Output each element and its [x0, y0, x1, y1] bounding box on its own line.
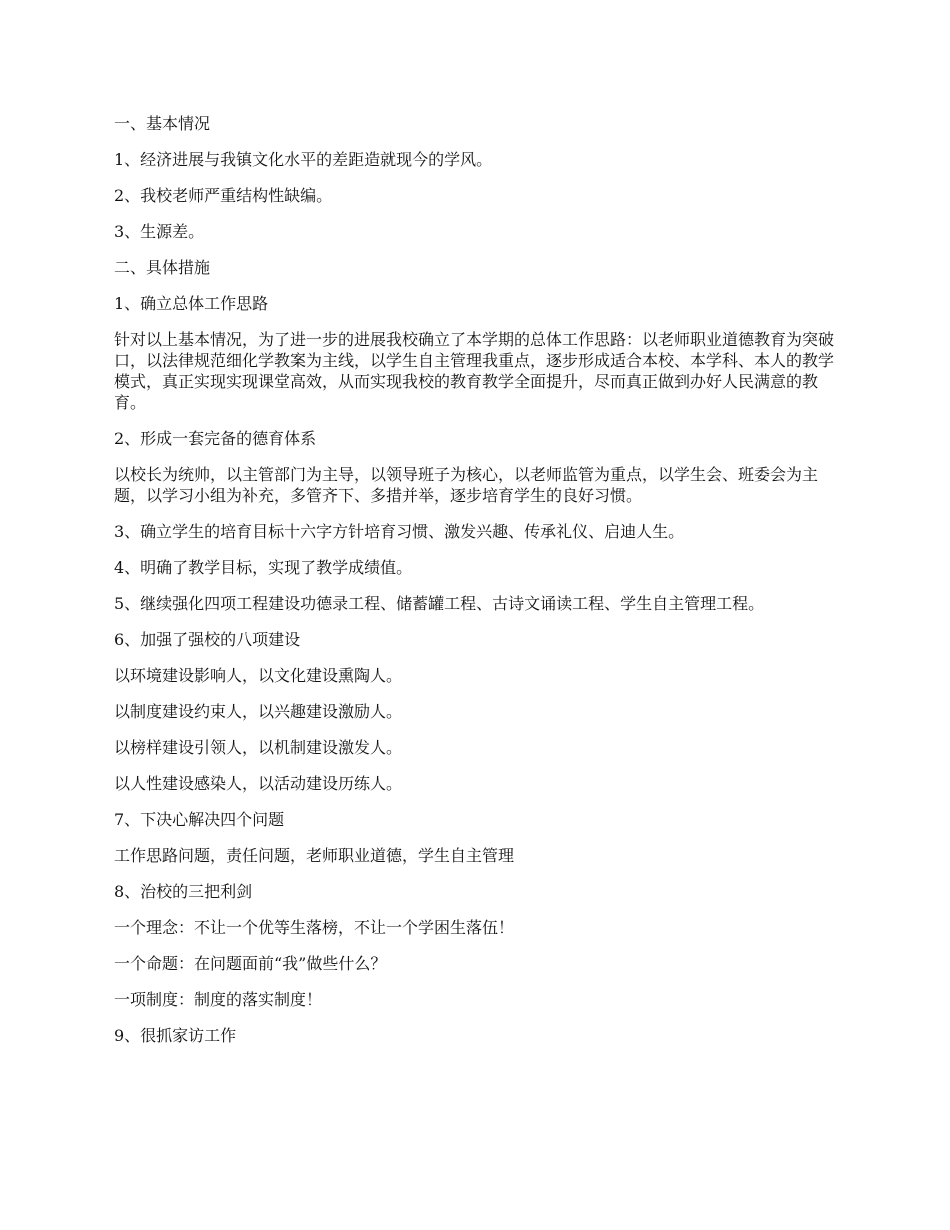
body-line: 以榜样建设引领人，以机制建设激发人。	[114, 738, 403, 757]
subheading: 2、形成一套完备的德育体系	[114, 429, 317, 448]
body-paragraph: 以校长为统帅，以主管部门为主导，以领导班子为核心，以老师监管为重点，以学生会、班委会为主题，以学习小组为补充，多管齐下、多措并举，逐步培育学生的良好习惯。	[114, 465, 819, 505]
list-item: 3、生源差。	[114, 222, 205, 241]
subheading: 9、很抓家访工作	[114, 1026, 237, 1045]
list-item: 2、我校老师严重结构性缺编。	[114, 186, 333, 205]
subheading: 7、下决心解决四个问题	[114, 810, 285, 829]
body-line: 一个理念：不让一个优等生落榜，不让一个学困生落伍！	[114, 918, 515, 937]
body-line: 工作思路问题，责任问题，老师职业道德，学生自主管理	[114, 846, 515, 865]
subheading: 8、治校的三把利剑	[114, 882, 253, 901]
subheading: 1、确立总体工作思路	[114, 294, 269, 313]
body-line: 以人性建设感染人，以活动建设历练人。	[114, 774, 403, 793]
body-line: 以制度建设约束人，以兴趣建设激励人。	[114, 702, 403, 721]
subheading: 6、加强了强校的八项建设	[114, 630, 301, 649]
list-item: 3、确立学生的培育目标十六字方针培育习惯、激发兴趣、传承礼仪、启迪人生。	[114, 522, 685, 541]
list-item: 1、经济进展与我镇文化水平的差距造就现今的学风。	[114, 150, 493, 169]
body-paragraph: 针对以上基本情况，为了进一步的进展我校确立了本学期的总体工作思路：以老师职业道德教育为突破口，以法律规范细化学教案为主线，以学生自主管理我重点，逐步形成适合本校、本学科、本人的教学模式，真正实现实现课堂高效，从而实现我校的教育教学全面提升，尽而真正做到办好人民满意的教育。	[114, 330, 835, 412]
section-heading-basic-situation: 一、基本情况	[114, 114, 211, 133]
body-line: 以环境建设影响人，以文化建设熏陶人。	[114, 666, 403, 685]
list-item: 4、明确了教学目标，实现了教学成绩值。	[114, 558, 413, 577]
body-line: 一项制度：制度的落实制度！	[114, 990, 323, 1009]
document-page	[114, 113, 836, 1061]
list-item: 5、继续强化四项工程建设功德录工程、储蓄罐工程、古诗文诵读工程、学生自主管理工程。	[114, 594, 765, 613]
body-line: 一个命题：在问题面前“我”做些什么？	[114, 954, 387, 973]
section-heading-measures: 二、具体措施	[114, 258, 211, 277]
